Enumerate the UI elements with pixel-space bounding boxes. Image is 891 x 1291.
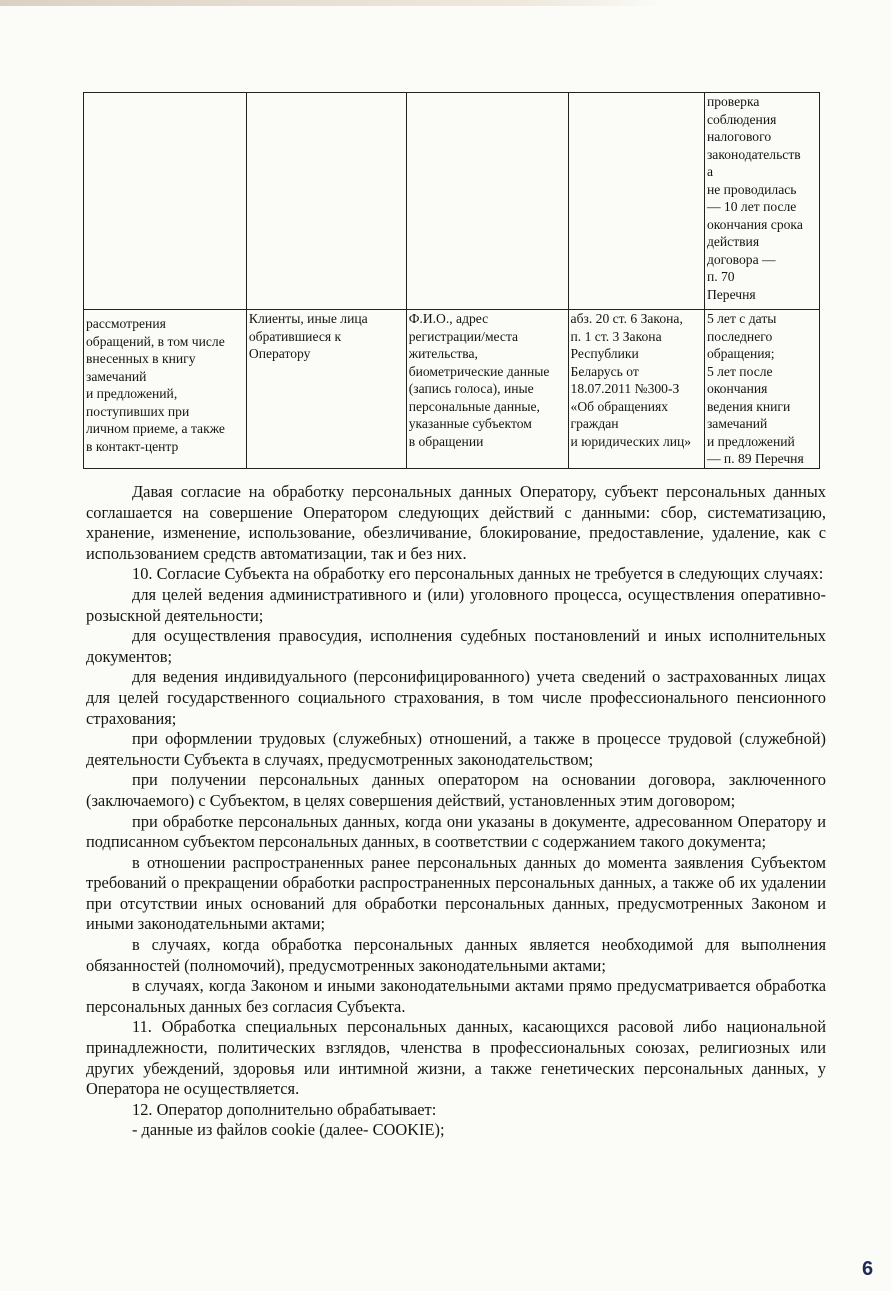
paragraph: для целей ведения административного и (или) уголовного процесса, осуществления оперативно-розыскной деятельности;	[86, 584, 826, 625]
paragraph: 10. Согласие Субъекта на обработку его персональных данных не требуется в следующих случаях:	[132, 564, 824, 584]
paragraph: в отношении распространенных ранее персональных данных до момента заявления Субъектом требований о прекращении обработки распространенных персональных данных, а также об их удалении при отсутствии иных оснований для обработки персональных данных, предусмотренных Законом и иными законодательными актами;	[86, 852, 826, 934]
paragraph: Давая согласие на обработку персональных данных Оператору, субъект персональных данных соглашается на совершение Оператором следующих действий с данными: сбор, систематизацию, хранение, изменение, использование, обезличивание, блокирование, предоставление, удаление, как с использованием средств автоматизации, так и без них.	[86, 482, 826, 563]
page-top-edge	[0, 0, 891, 6]
paragraph: при оформлении трудовых (служебных) отношений, а также в процессе трудовой (служебной) деятельности Субъекта в случаях, предусмотренных законодательством;	[86, 729, 826, 769]
table-cell	[84, 93, 247, 310]
paragraph: при получении персональных данных оператором на основании договора, заключенного (заключаемого) с Субъектом, в целях совершения действий, установленных этим договором;	[86, 770, 826, 810]
paragraph: - данные из файлов cookie (далее- COOKIE);	[132, 1120, 445, 1140]
table-cell: абз. 20 ст. 6 Закона, п. 1 ст. 3 Закона Республики Беларусь от 18.07.2011 №300-З «Об обращениях граждан и юридических лиц»	[568, 310, 704, 469]
table-cell	[568, 93, 704, 310]
table-cell	[406, 93, 568, 310]
table-row	[84, 310, 820, 469]
page-number: 6	[862, 1258, 874, 1280]
table-cell: Клиенты, иные лица обратившиеся к Оператору	[246, 310, 406, 469]
table-cell	[246, 93, 406, 310]
paragraph: для осуществления правосудия, исполнения судебных постановлений и иных исполнительных документов;	[86, 626, 826, 666]
table-row	[84, 93, 820, 310]
paragraph: в случаях, когда Законом и иными законодательными актами прямо предусматривается обработка персональных данных без согласия Субъекта.	[86, 976, 826, 1016]
paragraph: 12. Оператор дополнительно обрабатывает:	[132, 1099, 437, 1119]
document-body	[86, 482, 826, 1141]
table-cell: проверка соблюдения налогового законодательств а не проводилась — 10 лет после окончания срока действия договора — п. 70 Перечня	[704, 93, 819, 310]
paragraph: в случаях, когда обработка персональных данных является необходимой для выполнения обязанностей (полномочий), предусмотренных законодательными актами;	[86, 935, 826, 975]
table-cell: Ф.И.О., адрес регистрации/места жительства, биометрические данные (запись голоса), иные персональные данные, указанные субъектом в обращении	[406, 310, 568, 469]
purposes-table	[83, 92, 820, 469]
table-cell: 5 лет с даты последнего обращения; 5 лет после окончания ведения книги замечаний и предложений — п. 89 Перечня	[704, 310, 819, 469]
table-cell: рассмотрения обращений, в том числе внесенных в книгу замечаний и предложений, поступивших при личном приеме, а также в контакт-центр	[84, 310, 247, 469]
paragraph: для ведения индивидуального (персонифицированного) учета сведений о застрахованных лицах для целей государственного социального страхования, в том числе профессионального пенсионного страхования;	[86, 667, 826, 728]
paragraph: при обработке персональных данных, когда они указаны в документе, адресованном Оператору и подписанном субъектом персональных данных, в соответствии с содержанием такого документа;	[86, 811, 826, 852]
paragraph: 11. Обработка специальных персональных данных, касающихся расовой либо национальной принадлежности, политических взглядов, членства в профессиональных союзах, религиозных или других убеждений, здоровья или интимной жизни, а также генетических персональных данных, у Оператора не осуществляется.	[86, 1017, 826, 1099]
